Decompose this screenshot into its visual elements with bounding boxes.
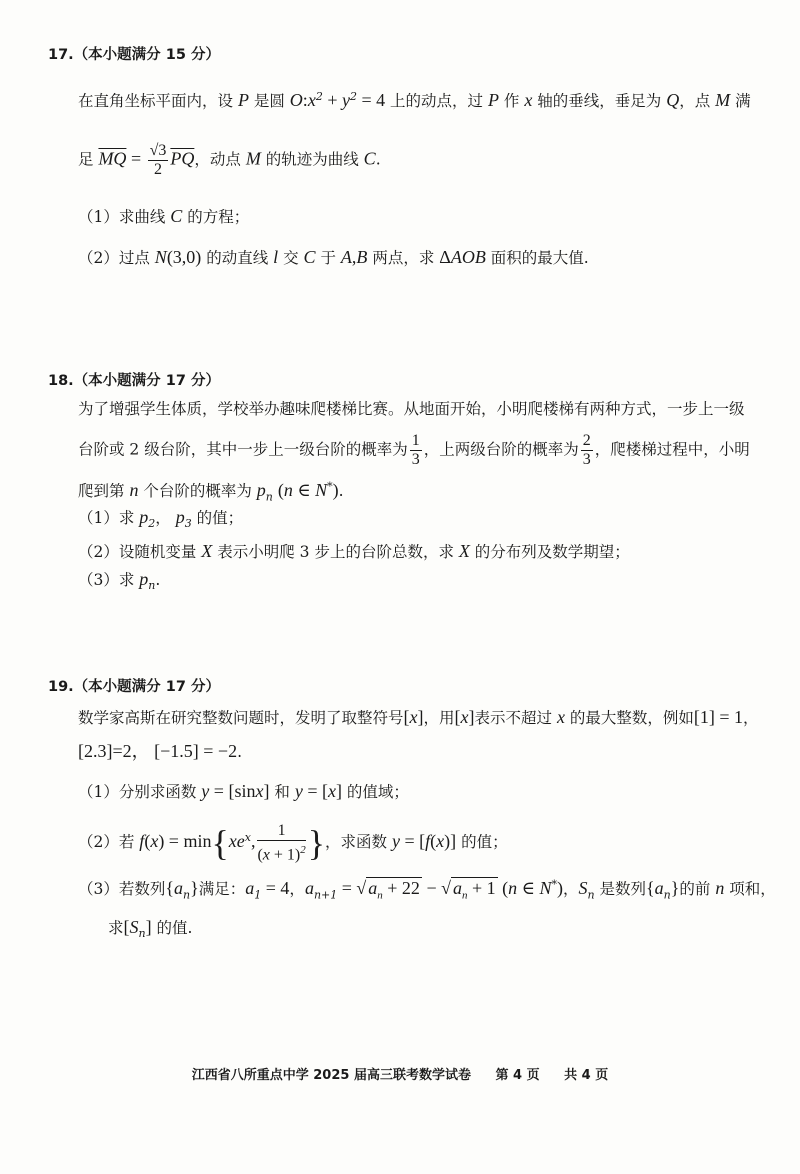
q19-header: 19.（本小题满分 17 分） xyxy=(48,679,220,695)
q17-line2: 足 $\overline{MQ}$ = $\frac{√3}{2}$ $\overline{PQ}$，动点 M 的轨迹为曲线 C. xyxy=(78,142,381,178)
page-total: 共 4 页 xyxy=(564,1068,609,1083)
page-footer xyxy=(0,1064,800,1083)
q19-part1: （1）分别求函数 y = [sinx] 和 y = [x] 的值域； xyxy=(78,781,409,801)
q17-part2: （2）过点 N(3,0) 的动直线 l 交 C 于 A,B 两点，求 ΔAOB 面积的最大值. xyxy=(78,247,589,267)
q18-line3: 爬到第 n 个台阶的概率为 $p_n$ (n ∈ N*). xyxy=(78,480,344,504)
q17-header: 17.（本小题满分 15 分） xyxy=(48,47,220,63)
q18-header: 18.（本小题满分 17 分） xyxy=(48,373,220,389)
q18-line1: 为了增强学生体质，学校举办趣味爬楼梯比赛。从地面开始，小明爬楼梯有两种方式，一步上一级 xyxy=(78,400,745,418)
q19-line1: 数学家高斯在研究整数问题时，发明了取整符号[x]，用[x]表示不超过 x 的最大整数，例如[1] = 1， xyxy=(78,707,759,727)
q18-part1: （1）求 $p_2$， $p_3$ 的值； xyxy=(78,507,244,531)
q19-part3a: （3）若数列$\{a_n\}$满足：$a_1 = 4$，$a_{n+1}$ = √ $a_n + 22$ − √ $a_n + 1$ (n ∈ N*)，$S_n$ 是数列$\{a_n\}$的前 n 项和， xyxy=(78,878,776,902)
q17-part1: （1）求曲线 C 的方程； xyxy=(78,206,250,226)
q18-part3: （3）求 $p_n$. xyxy=(78,569,161,593)
page-number: 第 4 页 xyxy=(495,1068,540,1083)
q19-line2: [2.3]=2， [−1.5] = −2. xyxy=(78,741,243,761)
q18-part2: （2）设随机变量 X 表示小明爬 3 步上的台阶总数，求 X 的分布列及数学期望； xyxy=(78,541,630,561)
q19-part3b: 求$[S_n]$ 的值. xyxy=(108,917,193,941)
exam-title: 江西省八所重点中学 2025 届高三联考数学试卷 xyxy=(191,1068,471,1083)
q18-line2: 台阶或 2 级台阶，其中一步上一级台阶的概率为 $\frac{1}{3}$ ，上两级台阶的概率为 $\frac{2}{3}$ ，爬楼梯过程中，小明 xyxy=(78,432,750,468)
q17-line1: 在直角坐标平面内，设 P 是圆 $O:x^2 + y^2 = 4$ 上的动点，过 P 作 x 轴的垂线，垂足为 Q，点 M 满 xyxy=(78,90,751,111)
q19-part2: （2）若 $f(x) = \min\{xe^x$, $\frac{1}{(x + 1)^2}$ }，求函数 y = [f(x)] 的值； xyxy=(78,822,508,864)
